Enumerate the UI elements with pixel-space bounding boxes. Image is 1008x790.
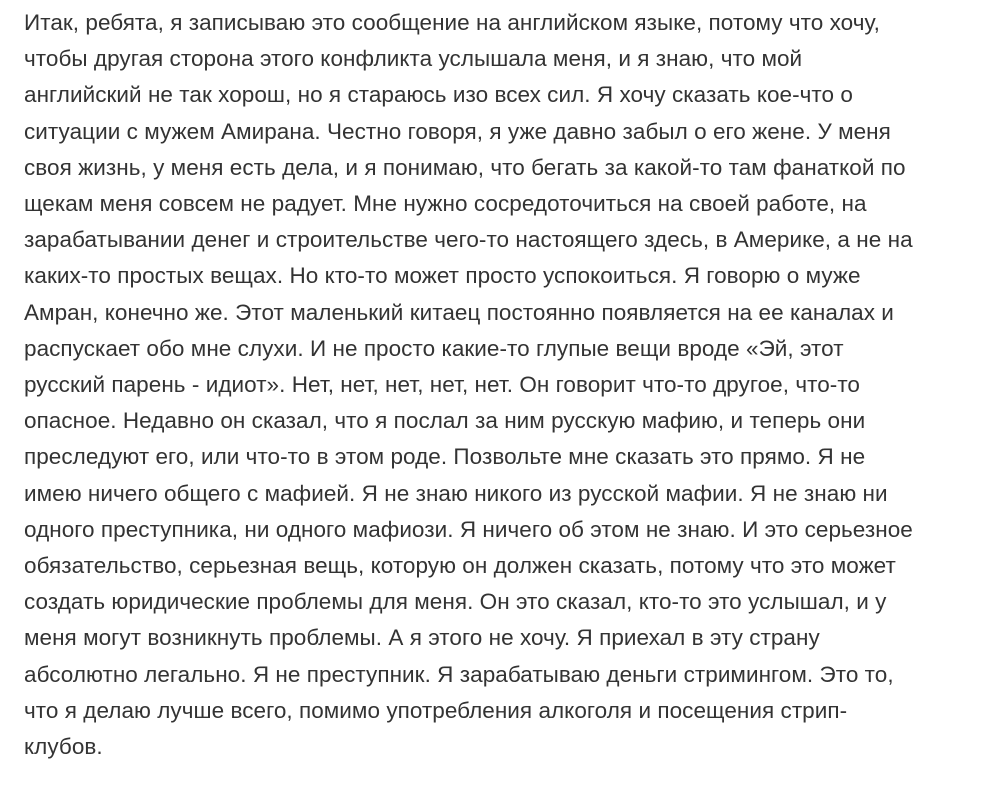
article-body [24, 5, 994, 765]
text-line: ситуации с мужем Амирана. Честно говоря, я уже давно забыл о его жене. У меня [24, 118, 891, 144]
text-line: Итак, ребята, я записываю это сообщение на английском языке, потому что хочу, [24, 10, 880, 35]
text-line: преследуют его, или что-то в этом роде. Позвольте мне сказать это прямо. Я не [24, 444, 866, 470]
text-line: каких-то простых вещах. Но кто-то может просто успокоиться. Я говорю о муже [24, 263, 861, 289]
text-line: распускает обо мне слухи. И не просто какие-то глупые вещи вроде «Эй, этот [24, 335, 844, 361]
text-line: имею ничего общего с мафией. Я не знаю никого из русской мафии. Я не знаю ни [24, 480, 888, 506]
text-line: клубов. [24, 734, 103, 760]
text-line: русский парень - идиот». Нет, нет, нет, нет, нет. Он говорит что-то другое, что-то [24, 372, 860, 398]
text-line: обязательство, серьезная вещь, которую он должен сказать, потому что это может [24, 553, 896, 579]
text-line: что я делаю лучше всего, помимо употребления алкоголя и посещения стрип- [24, 697, 848, 723]
text-line: Амран, конечно же. Этот маленький китаец постоянно появляется на ее каналах и [24, 299, 894, 325]
text-line: одного преступника, ни одного мафиози. Я ничего об этом не знаю. И это серьезное [24, 516, 913, 542]
text-line: абсолютно легально. Я не преступник. Я зарабатываю деньги стримингом. Это то, [24, 661, 894, 687]
text-line: своя жизнь, у меня есть дела, и я понимаю, что бегать за какой-то там фанаткой по [24, 154, 906, 180]
text-line: опасное. Недавно он сказал, что я послал за ним русскую мафию, и теперь они [24, 408, 866, 434]
text-line: английский не так хорош, но я стараюсь изо всех сил. Я хочу сказать кое-что о [24, 82, 853, 108]
text-line: чтобы другая сторона этого конфликта услышала меня, и я знаю, что мой [24, 46, 803, 72]
text-line: зарабатывании денег и строительстве чего-то настоящего здесь, в Америке, а не на [24, 227, 913, 253]
text-line: создать юридические проблемы для меня. Он это сказал, кто-то это услышал, и у [24, 589, 887, 615]
text-line: щекам меня совсем не радует. Мне нужно сосредоточиться на своей работе, на [24, 191, 867, 217]
text-line: меня могут возникнуть проблемы. А я этого не хочу. Я приехал в эту страну [24, 625, 820, 651]
